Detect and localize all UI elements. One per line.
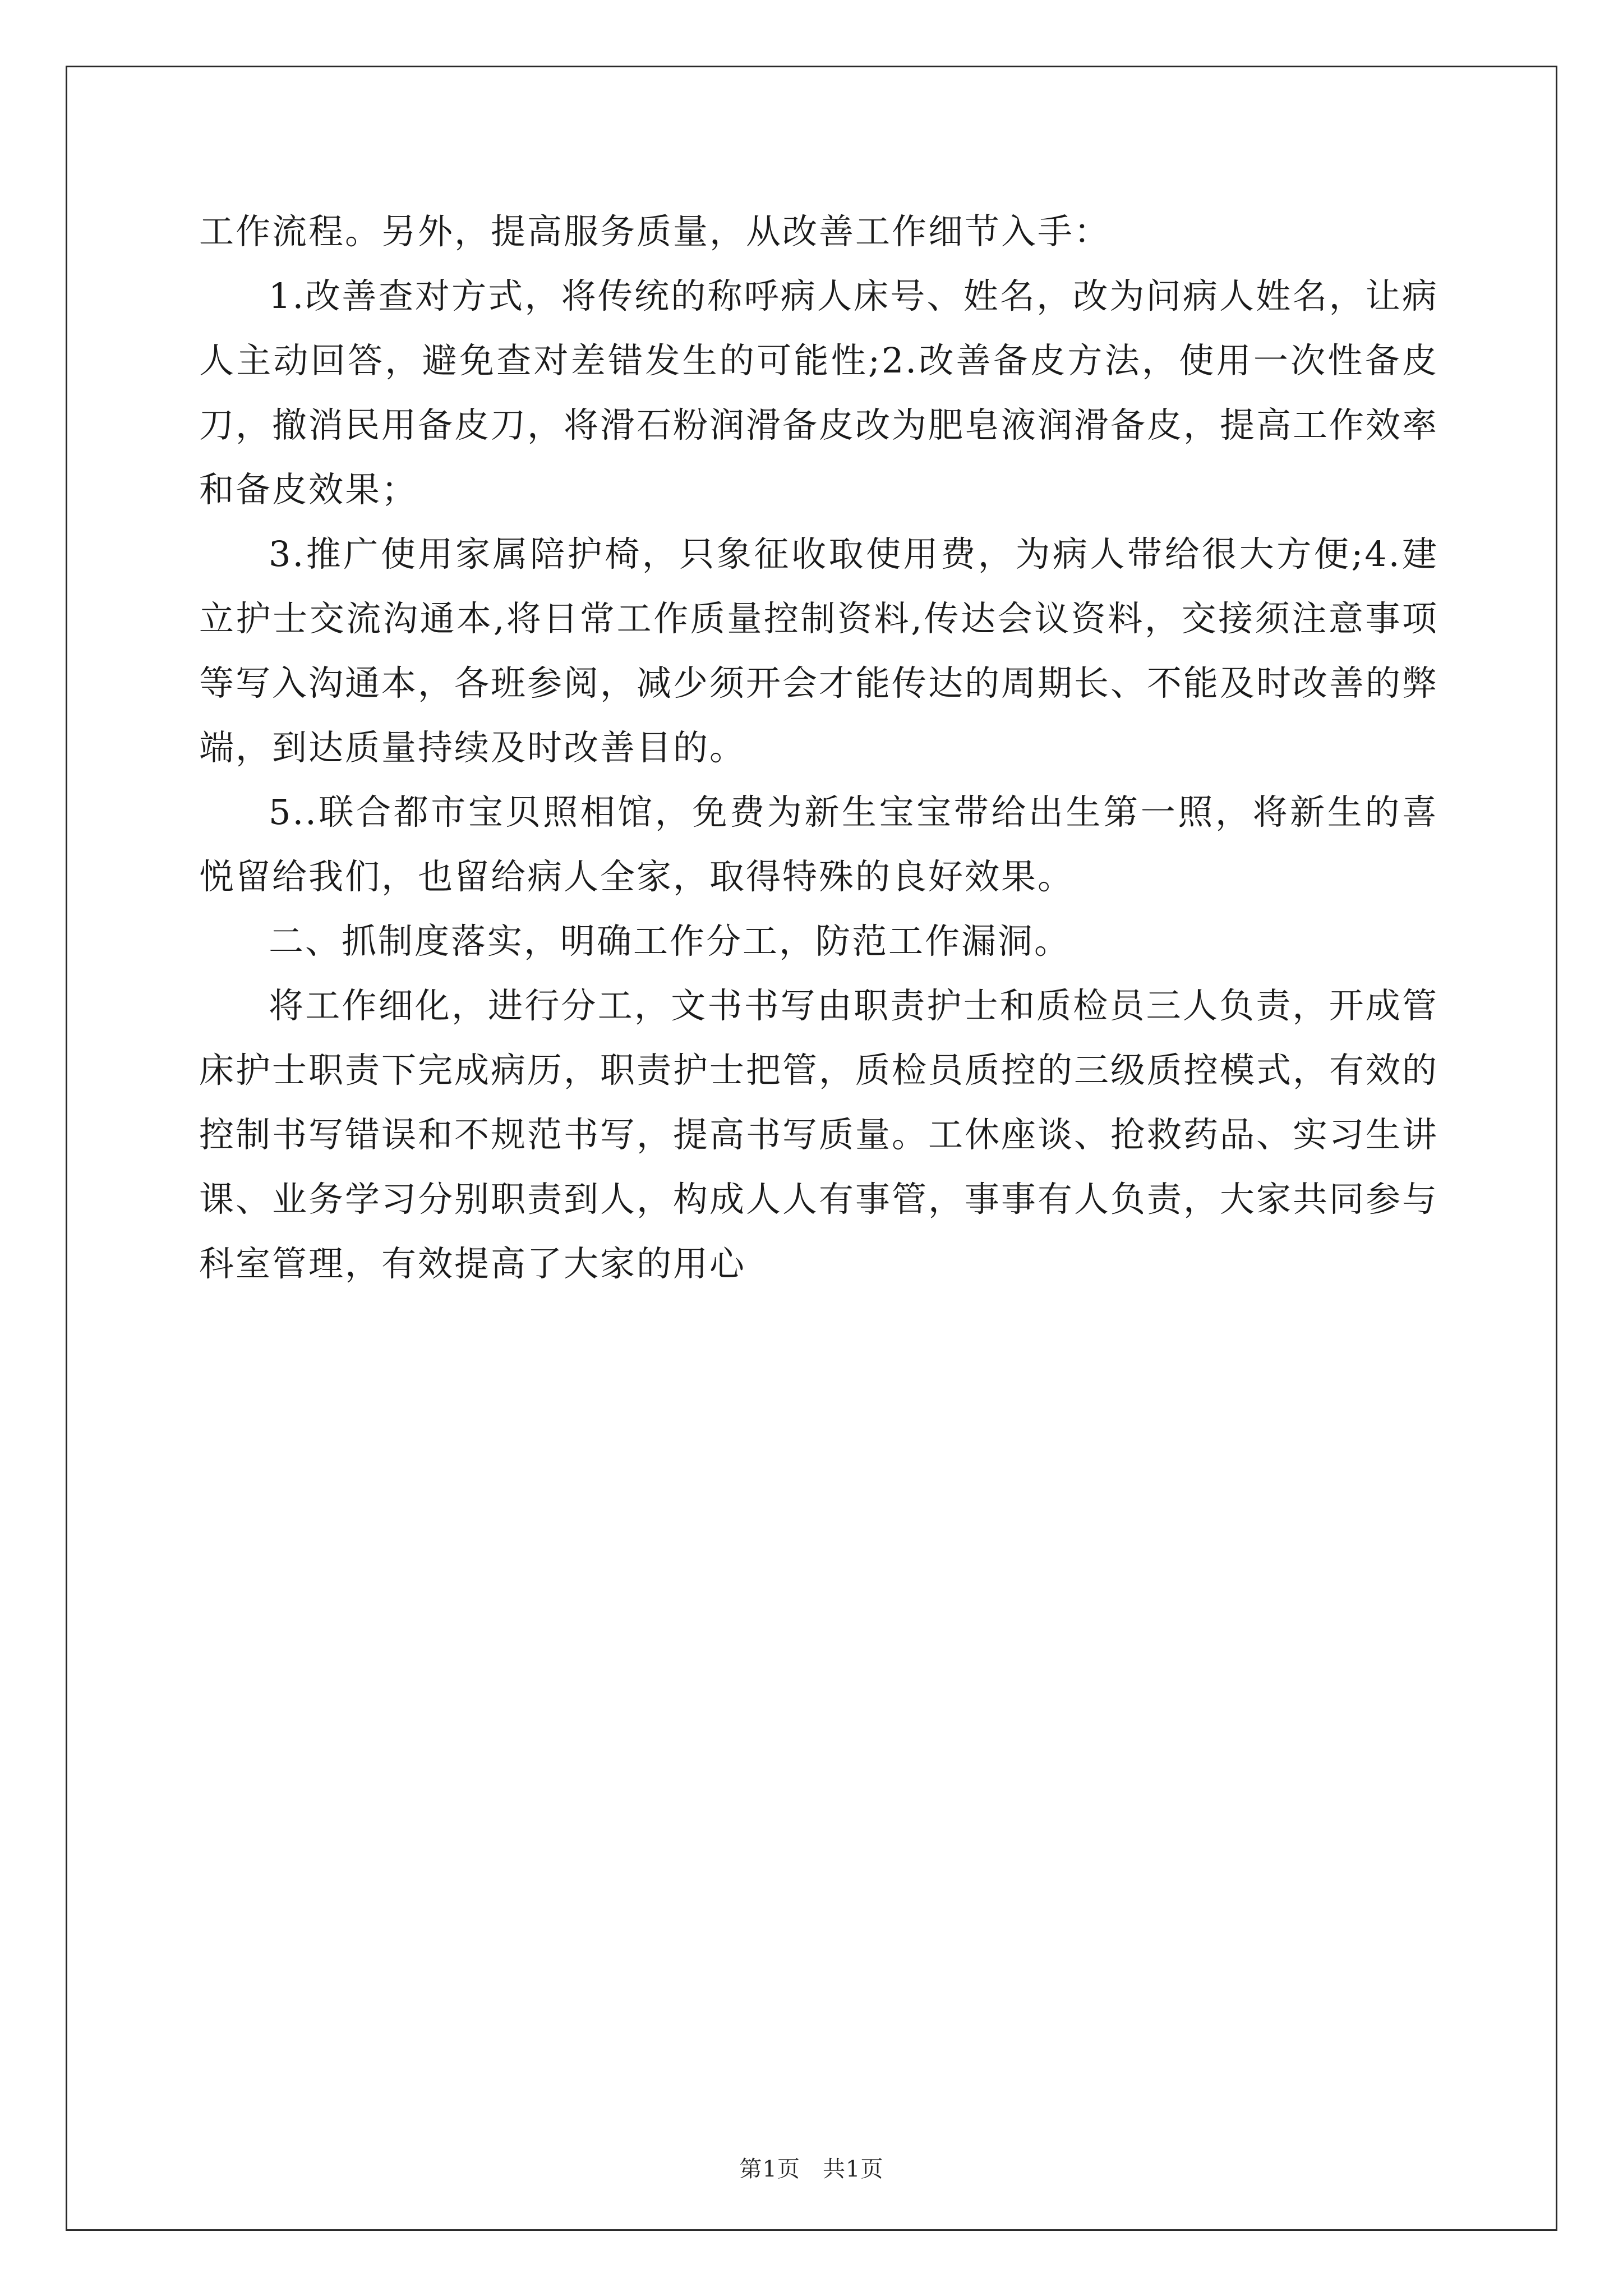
page-footer	[0, 2151, 1623, 2183]
paragraph-continuation: 工作流程。另外，提高服务质量，从改善工作细节入手：	[199, 211, 1111, 252]
paragraph-item-3-4: 3.推广使用家属陪护椅，只象征收取使用费，为病人带给很大方便;4.建立护士交流沟通本,将日常工作质量控制资料,传达会议资料，交接须注意事项等写入沟通本，各班参阅，减少须开会才能传达的周期长、不能及时改善的弊端，到达质量持续及时改善目的。	[199, 533, 1439, 768]
paragraph-item-5: 5..联合都市宝贝照相馆，免费为新生宝宝带给出生第一照，将新生的喜悦留给我们，也留给病人全家，取得特殊的良好效果。	[199, 792, 1438, 897]
paragraph-division-of-labor: 将工作细化，进行分工，文书书写由职责护士和质检员三人负责，开成管床护士职责下完成病历，职责护士把管，质检员质控的三级质控模式，有效的控制书写错误和不规范书写，提高书写质量。工休座谈、抢救药品、实习生讲课、业务学习分别职责到人，构成人人有事管，事事有人负责，大家共同参与科室管理，有效提高了大家的用心	[199, 985, 1439, 1284]
page-total: 共1页	[823, 2156, 884, 2182]
page-number: 第1页	[739, 2156, 800, 2182]
section-heading-2: 二、抓制度落实，明确工作分工，防范工作漏洞。	[269, 921, 1071, 961]
document-body	[199, 199, 1438, 1296]
paragraph-item-1-2: 1.改善查对方式，将传统的称呼病人床号、姓名，改为问病人姓名，让病人主动回答，避免查对差错发生的可能性;2.改善备皮方法，使用一次性备皮刀，撤消民用备皮刀，将滑石粉润滑备皮改为肥皂液润滑备皮，提高工作效率和备皮效果；	[199, 275, 1439, 510]
